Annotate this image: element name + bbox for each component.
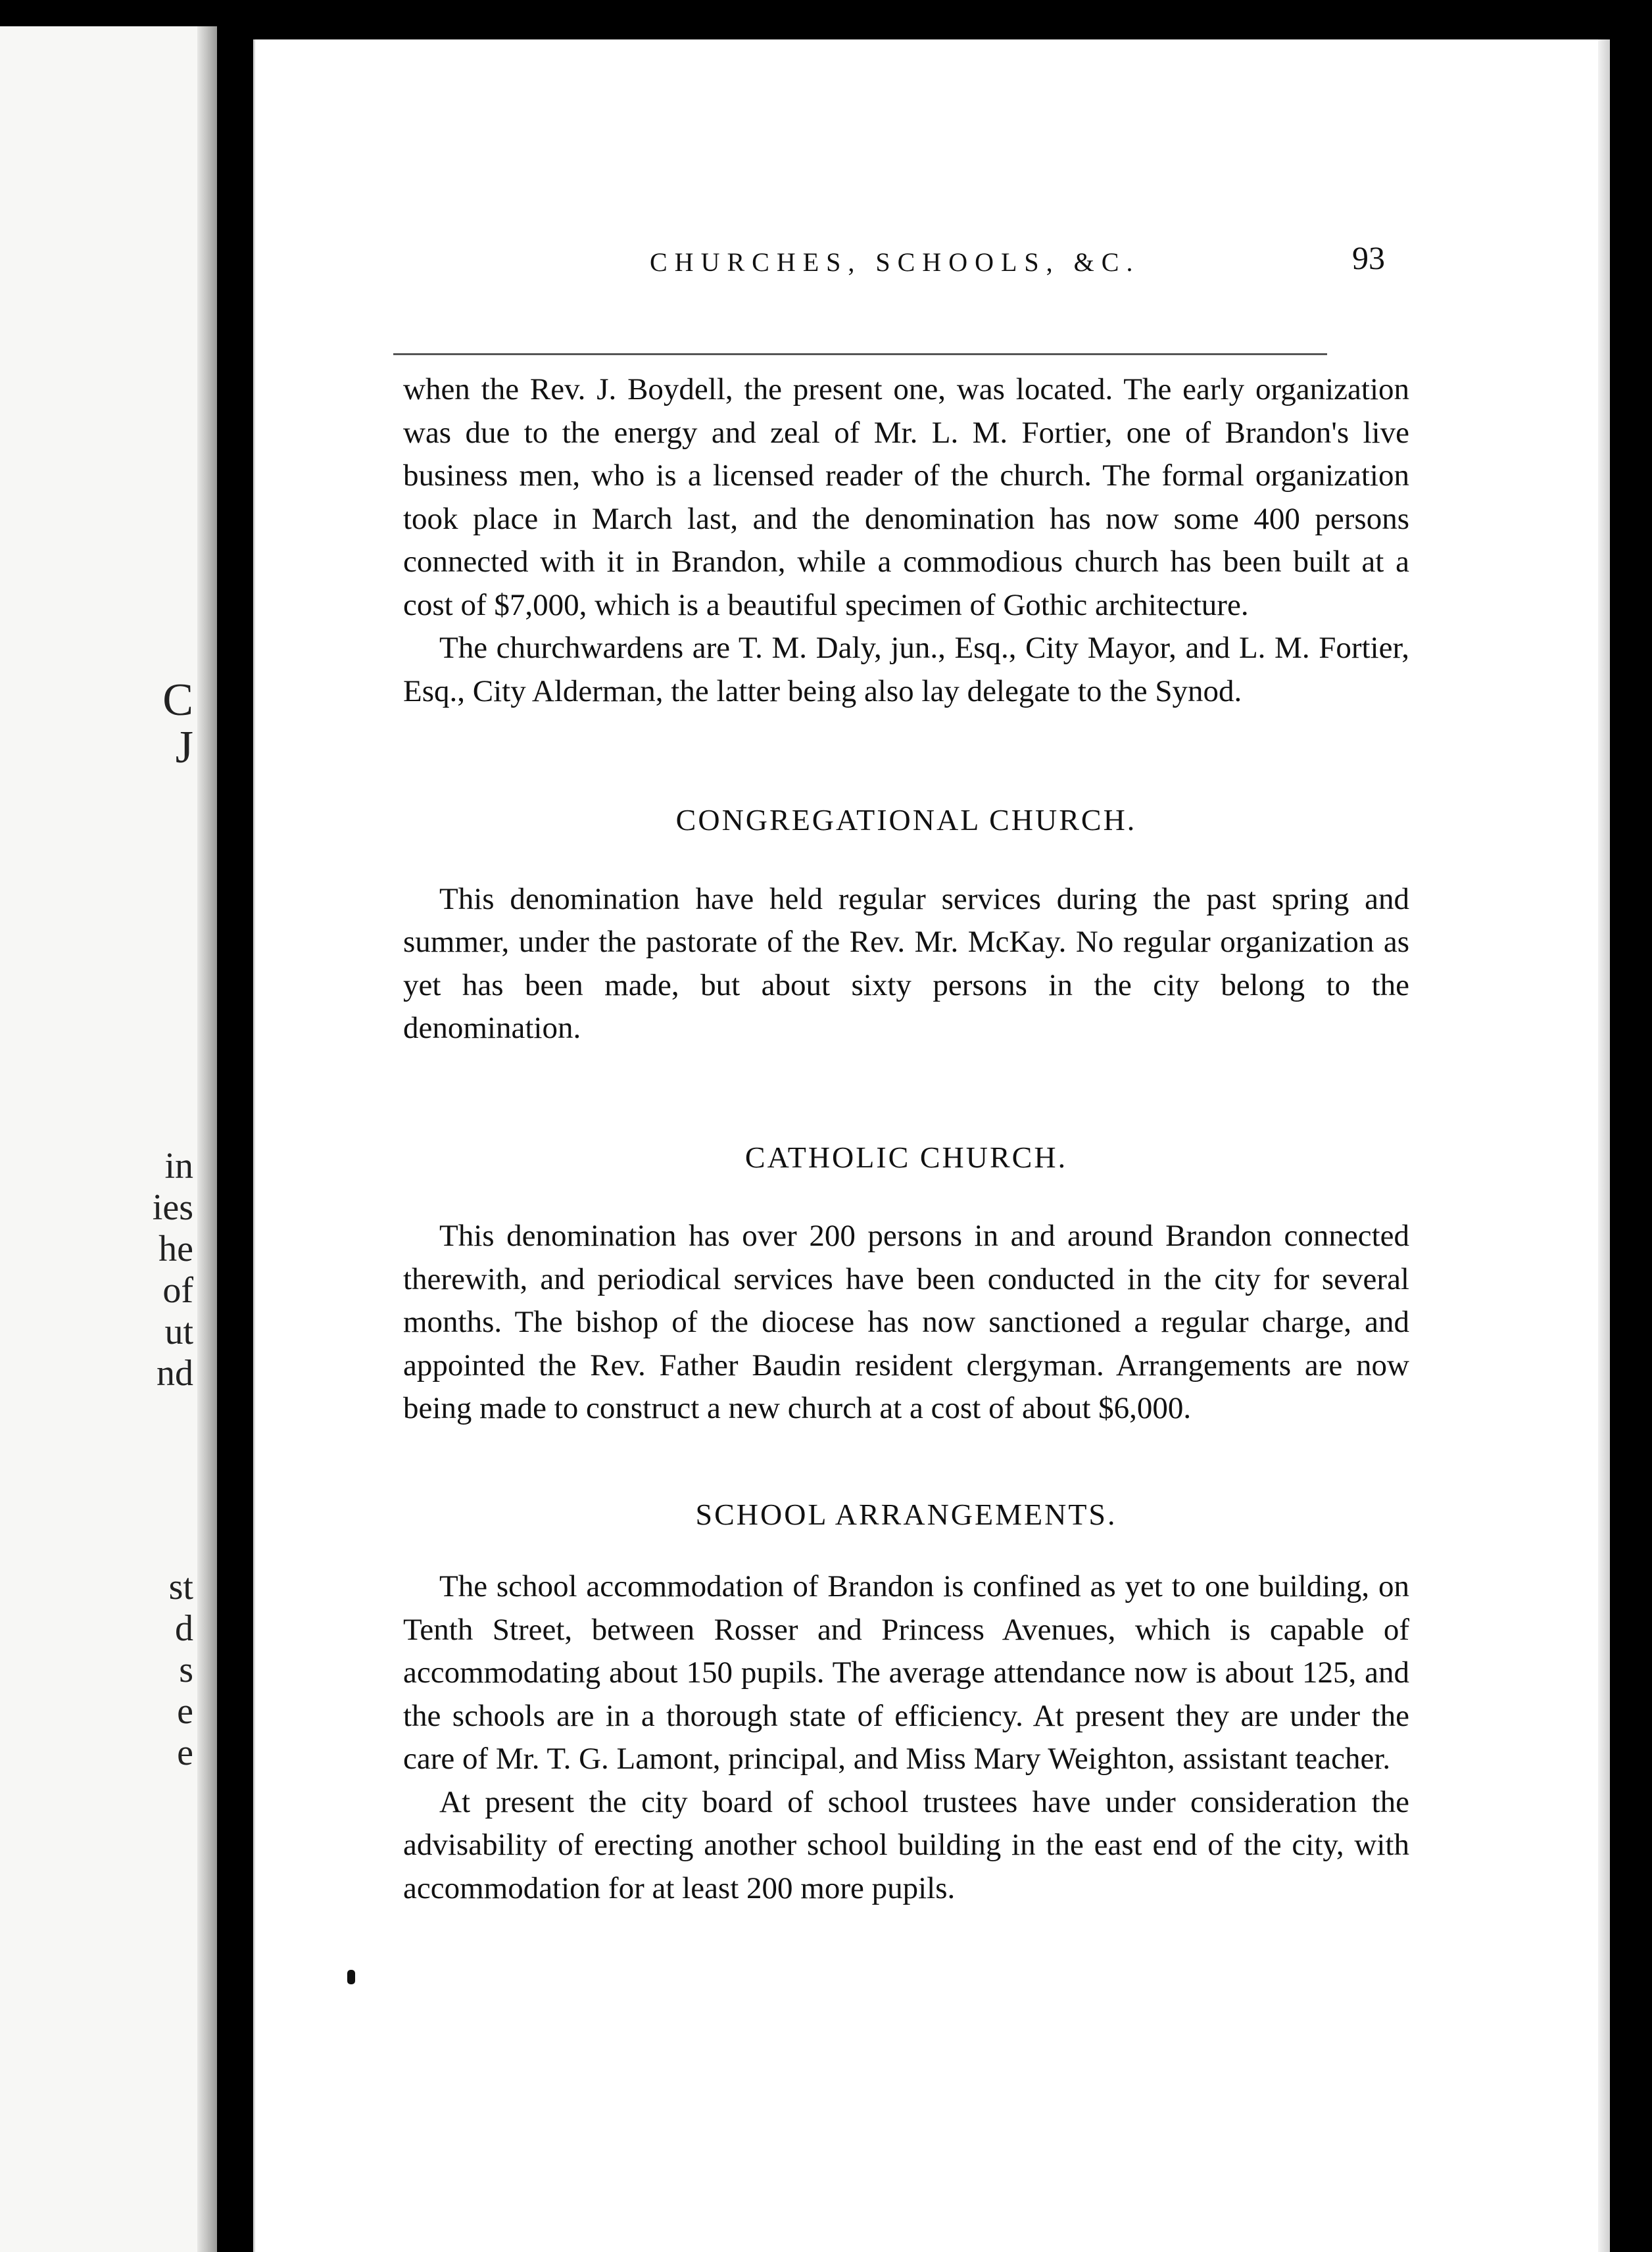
school-paragraph-2: At present the city board of school trustees have under consideration the advisability of erecting another school building in the east end of the city, with accommodation for at least 200 more pupils. <box>403 1784 1409 1905</box>
intro-paragraph-2: The churchwardens are T. M. Daly, jun., Esq., City Mayor, and L. M. Fortier, Esq., City Alderman, the latter being also lay delegate to the Synod. <box>403 631 1409 708</box>
intro-paragraph-1: when the Rev. J. Boydell, the present one, was located. The early organization was due to the energy and zeal of Mr. L. M. Fortier, one of Brandon's live business men, who is a licensed reader of the church. The formal organization took place in March last, and the denomination has now some 400 persons connected with it in Brandon, while a commodious church has been built at a cost of $7,000, which is a beautiful specimen of Gothic architecture. <box>403 372 1409 622</box>
ink-speck <box>347 1970 355 1984</box>
header-rule <box>393 353 1327 355</box>
school-arrangements-heading: SCHOOL ARRANGEMENTS. <box>695 1497 1117 1531</box>
left-fragment: J <box>175 722 193 773</box>
left-fragment: in <box>164 1146 193 1187</box>
left-page-gutter <box>197 26 217 2252</box>
left-fragment: nd <box>157 1353 193 1394</box>
page-number: 93 <box>1352 239 1385 276</box>
left-facing-page <box>0 26 217 2252</box>
left-fragment: d <box>175 1608 193 1649</box>
congregational-paragraph: This denomination have held regular services during the past spring and summer, under the pastorate of the Rev. Mr. McKay. No regular organization as yet has been made, but about sixty persons in the city belong to the denomination. <box>403 881 1409 1045</box>
main-page <box>253 39 1610 2252</box>
left-fragment: ies <box>152 1187 193 1228</box>
left-fragment: ut <box>164 1311 193 1352</box>
congregational-church-heading: CONGREGATIONAL CHURCH. <box>675 803 1137 837</box>
left-fragment: st <box>168 1567 193 1607</box>
page-edge-shadow <box>1598 39 1610 2252</box>
left-fragment: e <box>177 1691 193 1732</box>
left-fragment: e <box>177 1732 193 1773</box>
catholic-paragraph: This denomination has over 200 persons in and around Brandon connected therewith, and periodical services have been conducted in the city for several months. The bishop of the diocese has now sanctioned a regular charge, and appointed the Rev. Father Baudin resident clergyman. Arrangements are now being made to construct a new church at a cost of about $6,000. <box>403 1219 1409 1425</box>
left-fragment: he <box>158 1229 193 1269</box>
left-fragment: s <box>179 1650 193 1690</box>
running-head: CHURCHES, SCHOOLS, &C. <box>650 247 1140 277</box>
page-header <box>255 233 1610 293</box>
left-fragment: C <box>162 675 193 725</box>
school-paragraph-1: The school accommodation of Brandon is confined as yet to one building, on Tenth Street, between Rosser and Princess Avenues, which is capable of accommodating about 150 pupils. The average attendance now is about 125, and the schools are in a thorough state of efficiency. At present they are under the care of Mr. T. G. Lamont, principal, and Miss Mary Weighton, assistant teacher. <box>403 1569 1409 1776</box>
left-fragment: of <box>162 1270 193 1311</box>
page-body <box>403 368 1409 1910</box>
catholic-church-heading: CATHOLIC CHURCH. <box>744 1140 1068 1174</box>
